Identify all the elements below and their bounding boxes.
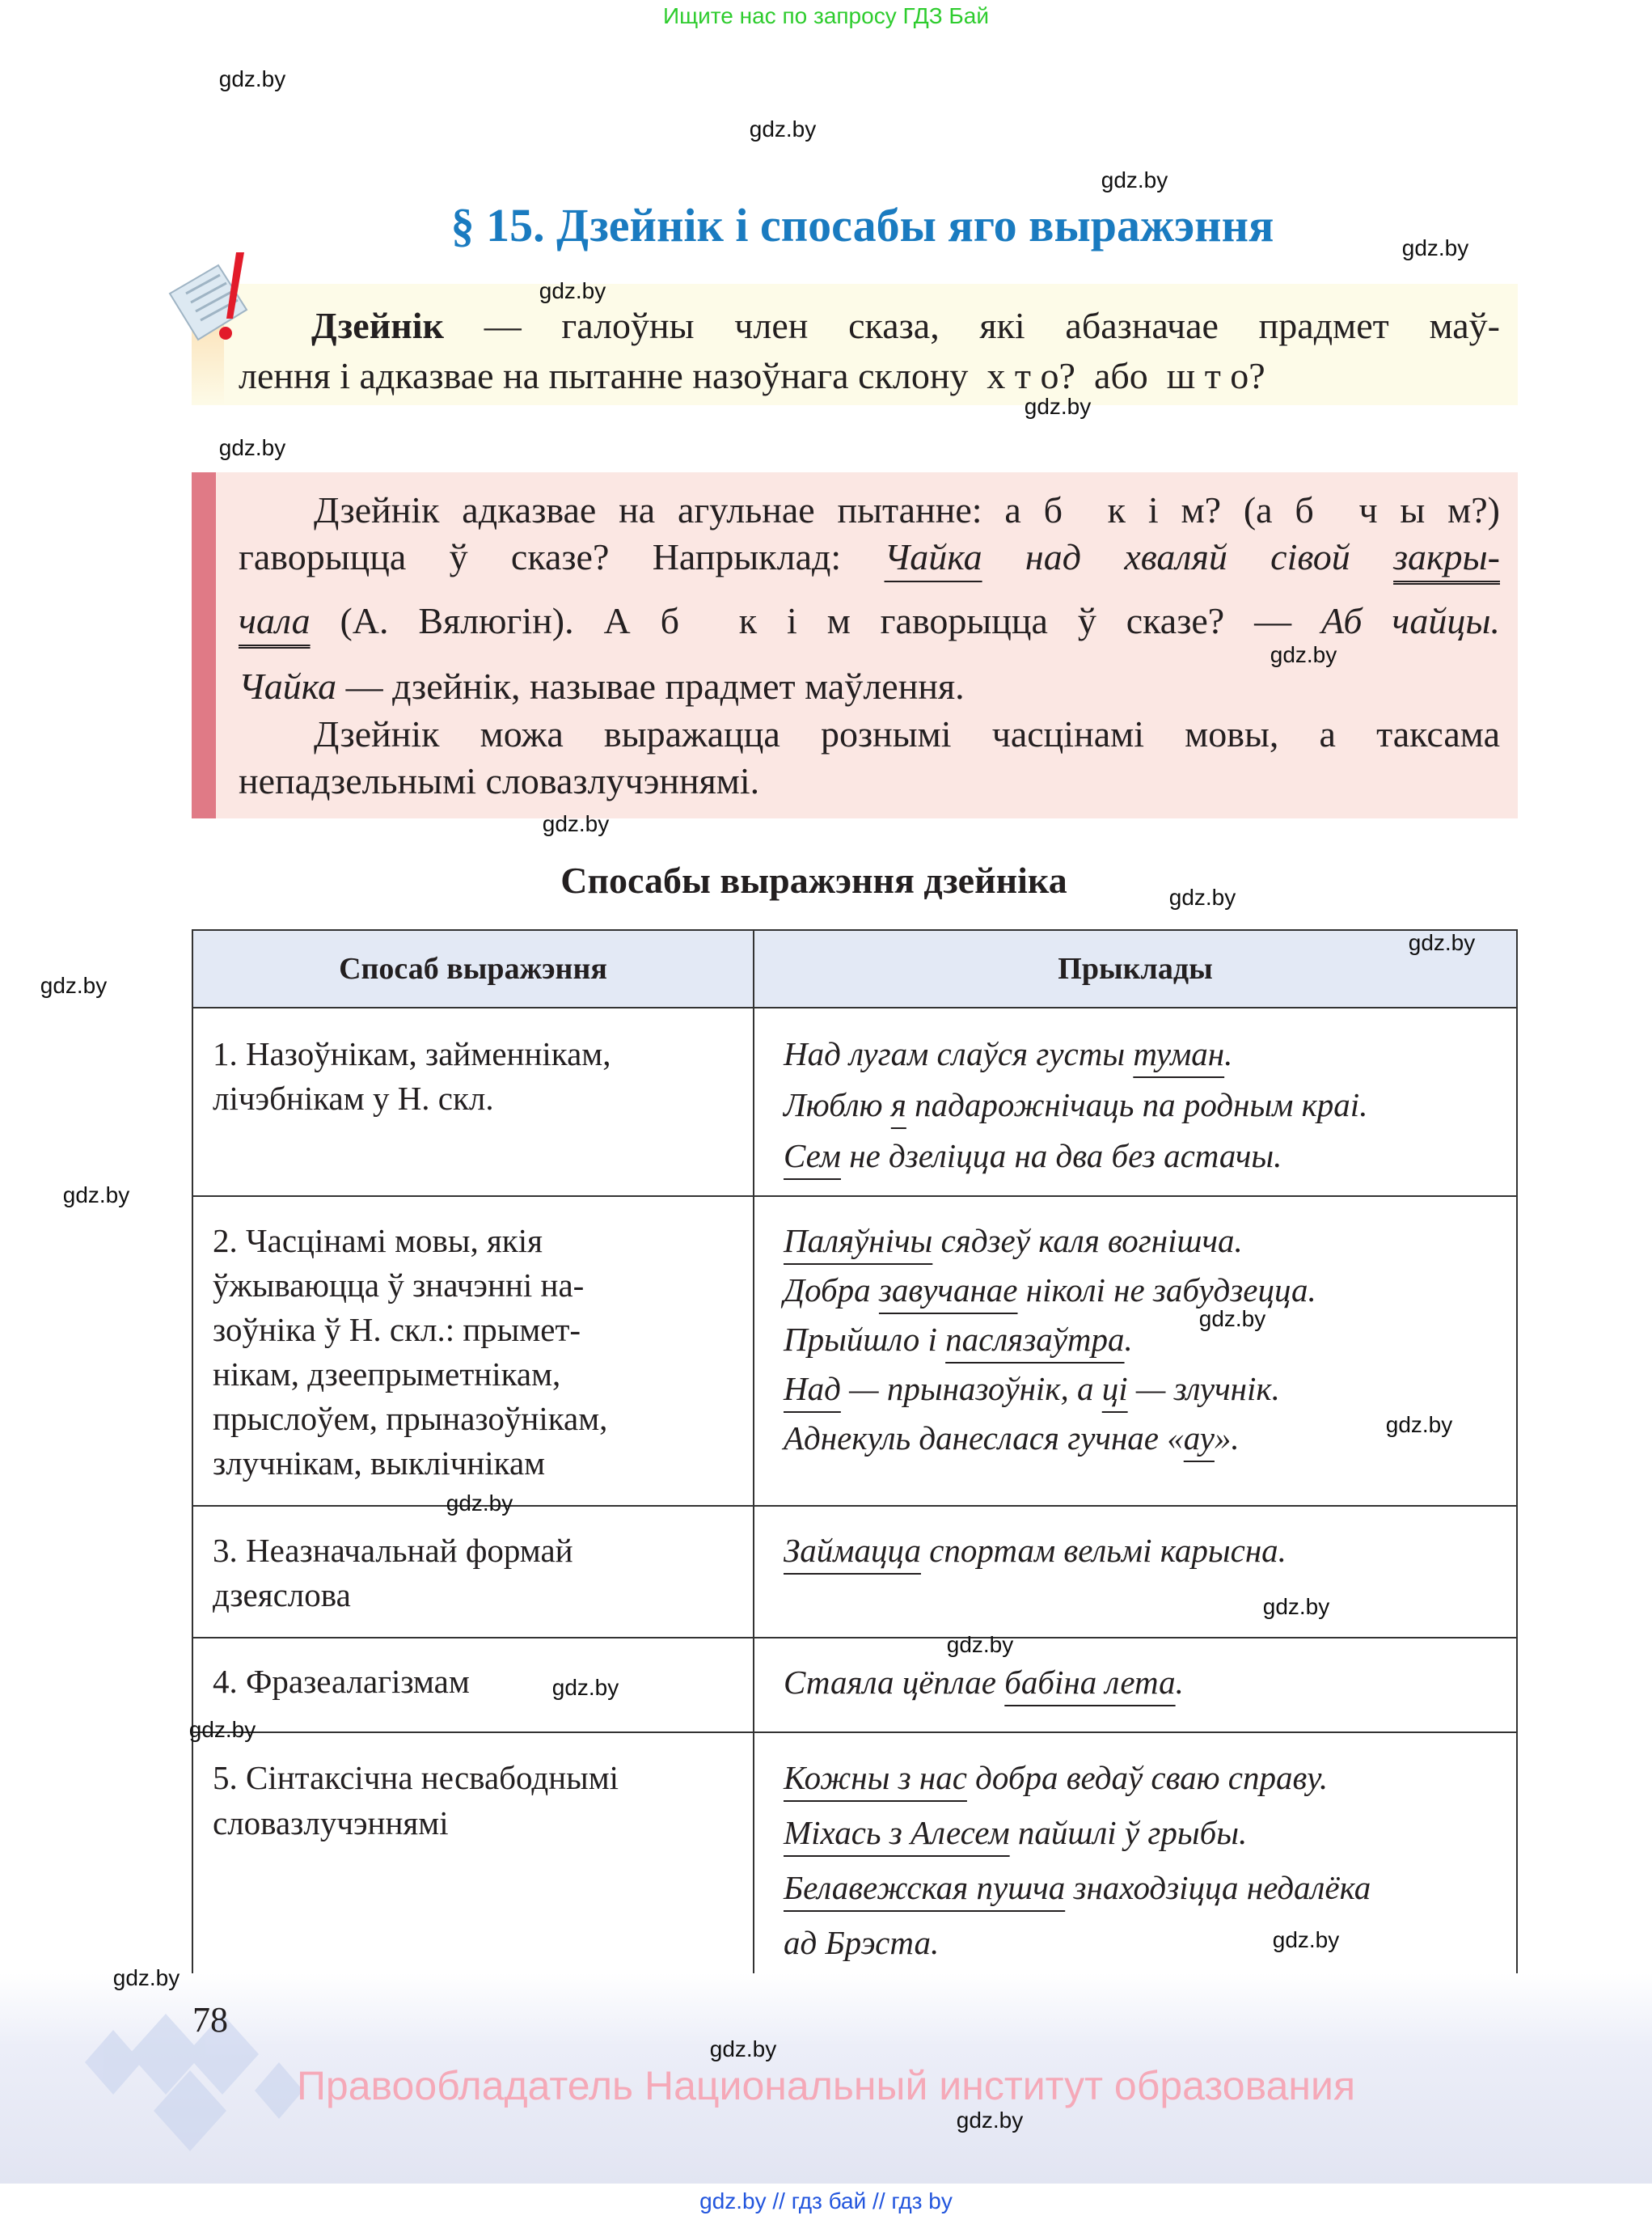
example-sentence xyxy=(784,1266,1516,1315)
text-segment: Люблю xyxy=(784,1086,891,1123)
subject-text: Займацца xyxy=(784,1532,921,1569)
text-segment: добра ведаў сваю справу. xyxy=(966,1759,1329,1796)
example-sentence xyxy=(784,1216,1516,1266)
text-segment: . xyxy=(1124,1321,1133,1358)
watermark: gdz.by xyxy=(749,116,817,142)
way-line: 2. Часцінамі мовы, якія xyxy=(213,1222,543,1259)
watermark: gdz.by xyxy=(539,278,606,303)
text-segment: — прыназоўнік, а xyxy=(840,1370,1102,1407)
subject-text: ау xyxy=(1183,1419,1215,1457)
text-segment: . xyxy=(1224,1035,1233,1072)
table-row xyxy=(192,1638,1517,1732)
subject-text: Паляўнічы xyxy=(784,1222,933,1259)
rule-line xyxy=(239,597,1500,645)
text-segment: Над лугам слаўся густы xyxy=(784,1035,1134,1072)
text-segment: Дзейнік xyxy=(311,305,444,346)
example-sentence xyxy=(784,1658,1516,1706)
subject-text: завучанае xyxy=(878,1271,1018,1309)
watermark: gdz.by xyxy=(956,2108,1024,2133)
way-line: 3. Неазначальнай формай xyxy=(213,1532,573,1569)
examples-cell xyxy=(754,1638,1517,1732)
example-sentence xyxy=(784,1029,1516,1080)
way-line: нікам, дзеепрыметнікам, xyxy=(213,1355,561,1393)
watermark: gdz.by xyxy=(1401,235,1469,260)
bottom-links[interactable]: gdz.by // гдз бай // гдз by xyxy=(699,2188,953,2213)
watermark: gdz.by xyxy=(40,973,108,998)
watermark: gdz.by xyxy=(1024,394,1092,419)
text-segment: ад Брэста. xyxy=(784,1924,940,1961)
text-segment: пайшлі ў грыбы. xyxy=(1009,1814,1248,1851)
text-segment: сядзеў каля вогнішча. xyxy=(932,1222,1243,1259)
top-banner[interactable]: Ищите нас по запросу ГДЗ Бай xyxy=(662,3,990,28)
subject-text: Сем xyxy=(784,1137,841,1174)
subject-text: Кожны з нас xyxy=(784,1759,967,1796)
rule-line xyxy=(239,662,1500,711)
subject-text: Міхась з Алесем xyxy=(784,1814,1010,1851)
example-sentence xyxy=(784,1131,1516,1182)
example-sentence xyxy=(784,1805,1516,1860)
rule-strip xyxy=(192,472,216,818)
header-examples: Прыклады xyxy=(754,930,1517,1008)
text-segment: . xyxy=(1175,1664,1184,1701)
way-line: 4. Фразеалагізмам xyxy=(213,1663,470,1700)
text-segment: гаворыцца ў сказе? Напрыклад: xyxy=(239,536,885,577)
way-line: прыслоўем, прыназоўнікам, xyxy=(213,1400,608,1437)
examples-cell xyxy=(754,1196,1517,1506)
example-sentence xyxy=(784,1080,1516,1131)
subject-text: бабіна лета xyxy=(1004,1664,1176,1701)
rule-line xyxy=(314,486,1500,535)
text-segment: не дзеліцца на два без астачы. xyxy=(840,1137,1282,1174)
text-segment: над хваляй сівой xyxy=(982,536,1394,577)
subject-text: Чайка xyxy=(884,536,982,577)
text-segment: — дзейнік, называе прадмет маўлення. xyxy=(336,666,965,707)
page-number: 78 xyxy=(192,2000,228,2040)
watermark: gdz.by xyxy=(1168,885,1236,910)
watermark: gdz.by xyxy=(1101,167,1168,192)
subject-text: я xyxy=(890,1086,906,1123)
watermark: gdz.by xyxy=(946,1632,1014,1657)
watermark: gdz.by xyxy=(218,435,286,460)
text-segment: Прыйшло і xyxy=(784,1321,946,1358)
way-line: злучнікам, выклічнікам xyxy=(213,1444,546,1482)
text-segment: Стаяла цёплае xyxy=(784,1664,1005,1701)
way-line: дзеяслова xyxy=(213,1576,351,1613)
text-segment: (А. Вялюгін). А б к і м гаворыцца ў сказе? — xyxy=(310,600,1321,641)
way-line: 5. Сінтаксічна несвабоднымі xyxy=(213,1759,619,1796)
rule-line xyxy=(239,533,1500,581)
way-line: зоўніка ў Н. скл.: прымет- xyxy=(213,1311,581,1348)
watermark: gdz.by xyxy=(1385,1412,1453,1437)
way-cell xyxy=(192,1732,754,1979)
rule-line xyxy=(239,757,1500,805)
text-segment: лення і адказвае на пытанне назоўнага склону х т о? або ш т о? xyxy=(239,355,1265,396)
rule-line xyxy=(314,710,1500,759)
definition-line xyxy=(239,352,1500,400)
watermark: gdz.by xyxy=(542,811,610,836)
predicate-text: закры- xyxy=(1393,536,1500,577)
way-line: 1. Назоўнікам, займеннікам, xyxy=(213,1035,611,1072)
example-sentence xyxy=(784,1860,1516,1915)
example-sentence xyxy=(784,1315,1516,1364)
header-way: Спосаб выражэння xyxy=(192,930,754,1008)
way-cell xyxy=(192,1638,754,1732)
watermark: gdz.by xyxy=(1198,1306,1266,1331)
watermark: gdz.by xyxy=(1262,1594,1330,1619)
watermark: gdz.by xyxy=(1408,930,1476,955)
watermark: gdz.by xyxy=(709,2036,777,2061)
way-line: словазлучэннямі xyxy=(213,1804,449,1841)
text-segment: Дзейнік можа выражацца рознымі часцінамі мовы, а таксама xyxy=(314,713,1500,755)
watermark: gdz.by xyxy=(112,1965,180,1990)
text-segment: непадзельнымі словазлучэннямі. xyxy=(239,760,760,801)
way-line: ўжываюцца ў значэнні на- xyxy=(213,1266,585,1304)
text-segment: спортам вельмі карысна. xyxy=(920,1532,1287,1569)
text-segment: — галоўны член сказа, які абазначае прадмет маў- xyxy=(444,305,1500,346)
example-sentence xyxy=(784,1750,1516,1805)
examples-cell xyxy=(754,1506,1517,1638)
table-row xyxy=(192,1196,1517,1506)
way-line: лічэбнікам у Н. скл. xyxy=(213,1080,494,1117)
watermark: gdz.by xyxy=(1272,1927,1340,1952)
subject-text: ці xyxy=(1101,1370,1128,1407)
expression-table xyxy=(192,929,1518,1980)
copyright-notice: Правообладатель Национальный институт образования xyxy=(296,2063,1356,2108)
text-segment: — злучнік. xyxy=(1127,1370,1280,1407)
text-segment: Аднекуль данеслася гучнае « xyxy=(784,1419,1184,1457)
example-sentence xyxy=(784,1915,1516,1970)
predicate-text: чала xyxy=(239,600,311,641)
watermark: gdz.by xyxy=(1270,642,1337,667)
examples-cell xyxy=(754,1008,1517,1196)
examples-cell xyxy=(754,1732,1517,1979)
watermark: gdz.by xyxy=(218,66,286,91)
page-title: § 15. Дзейнік і спосабы яго выражэння xyxy=(450,199,1274,252)
text-segment: Аб чайцы. xyxy=(1320,600,1500,641)
definition-line xyxy=(311,302,1500,350)
way-cell xyxy=(192,1008,754,1196)
text-segment: Добра xyxy=(784,1271,879,1309)
way-cell xyxy=(192,1506,754,1638)
table-title: Спосабы выражэння дзейніка xyxy=(560,860,1067,901)
text-segment: знаходзіцца недалёка xyxy=(1065,1869,1371,1906)
text-segment: ніколі не забудзецца. xyxy=(1017,1271,1316,1309)
watermark: gdz.by xyxy=(62,1182,130,1207)
note-exclamation-icon xyxy=(162,249,271,354)
subject-text: Белавежская пушча xyxy=(784,1869,1066,1906)
text-segment: Чайка xyxy=(239,666,337,707)
example-sentence xyxy=(784,1526,1516,1575)
subject-text: паслязаўтра xyxy=(945,1321,1125,1358)
text-segment: падарожнічаць па родным краі. xyxy=(906,1086,1368,1123)
subject-text: туман xyxy=(1133,1035,1225,1072)
text-segment: ». xyxy=(1214,1419,1240,1457)
text-segment: Дзейнік адказвае на агульнае пытанне: а б к і м? (а б ч ы м?) xyxy=(314,489,1500,531)
watermark: gdz.by xyxy=(188,1717,256,1742)
way-cell xyxy=(192,1196,754,1506)
watermark: gdz.by xyxy=(446,1490,513,1516)
example-sentence xyxy=(784,1364,1516,1414)
table-row xyxy=(192,1008,1517,1196)
subject-text: Над xyxy=(784,1370,841,1407)
watermark: gdz.by xyxy=(551,1675,619,1700)
